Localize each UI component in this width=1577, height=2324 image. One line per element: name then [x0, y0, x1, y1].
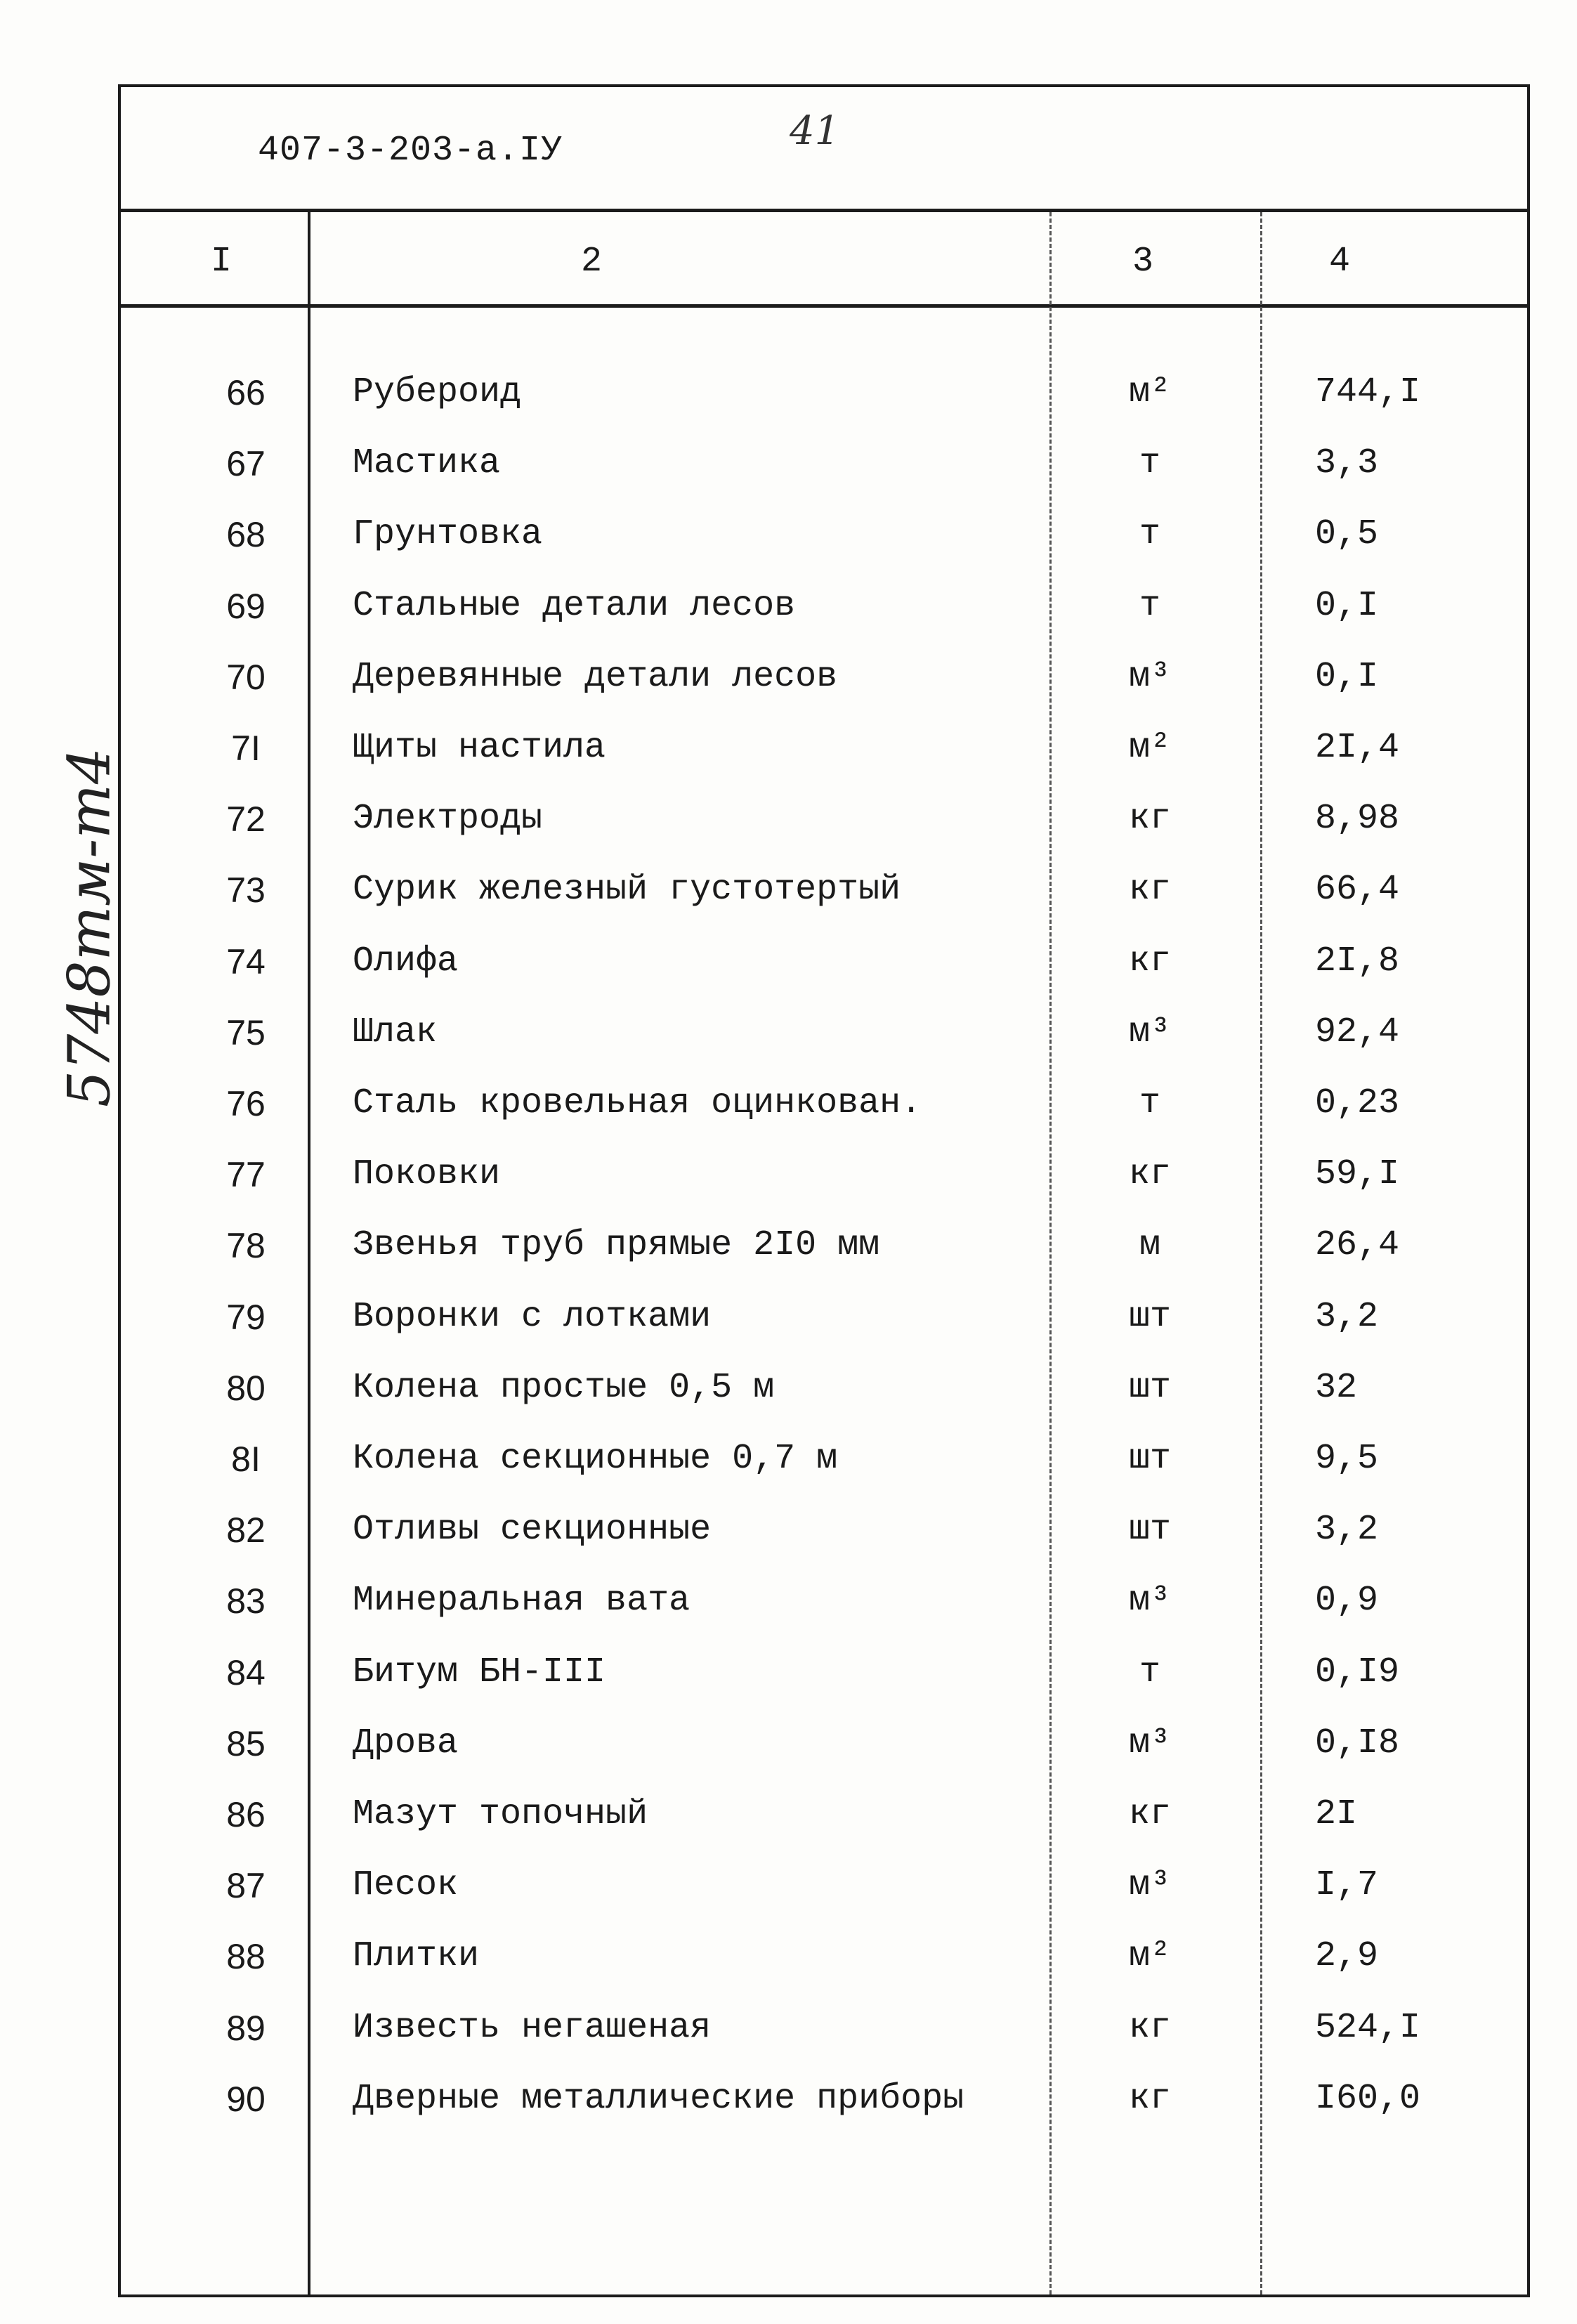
row-number: 82 — [226, 1510, 266, 1551]
material-name: Песок — [353, 1865, 459, 1906]
unit-of-measure: шт — [1128, 1367, 1171, 1408]
column-header-3: 3 — [1132, 242, 1154, 282]
table-row — [121, 1083, 1527, 1154]
table-frame — [118, 84, 1530, 2297]
unit-of-measure: кг — [1128, 2078, 1171, 2119]
row-number: 74 — [226, 941, 266, 981]
material-name: Отливы секционные — [353, 1510, 712, 1551]
quantity: 0,9 — [1315, 1581, 1379, 1621]
quantity: 3,3 — [1315, 443, 1379, 484]
material-name: Грунтовка — [353, 514, 543, 555]
material-name: Известь негашеная — [353, 2007, 712, 2048]
material-name: Деревянные детали лесов — [353, 656, 838, 697]
row-number: 69 — [226, 586, 266, 626]
column-header-1: I — [211, 242, 233, 282]
unit-of-measure: м³ — [1128, 1865, 1171, 1906]
table-row — [121, 1367, 1527, 1438]
document-code: 407-3-203-а.IУ — [258, 131, 563, 171]
column-header-4: 4 — [1329, 242, 1351, 282]
quantity: 0,I8 — [1315, 1723, 1400, 1763]
unit-of-measure: м³ — [1128, 1581, 1171, 1621]
unit-of-measure: м³ — [1128, 656, 1171, 697]
row-number: 77 — [226, 1155, 266, 1195]
row-number: 87 — [226, 1866, 266, 1906]
row-number: 70 — [226, 657, 266, 697]
quantity: I,7 — [1315, 1865, 1379, 1906]
table-row — [121, 1225, 1527, 1295]
table-row — [121, 443, 1527, 514]
quantity: 3,2 — [1315, 1510, 1379, 1551]
unit-of-measure: кг — [1128, 799, 1171, 840]
material-name: Дрова — [353, 1723, 459, 1763]
unit-of-measure: кг — [1128, 1794, 1171, 1834]
unit-of-measure: м³ — [1128, 1012, 1171, 1052]
unit-of-measure: кг — [1128, 1154, 1171, 1195]
table-row — [121, 1509, 1527, 1580]
quantity: 26,4 — [1315, 1225, 1400, 1266]
unit-of-measure: т — [1139, 1652, 1160, 1692]
row-number: 79 — [226, 1297, 266, 1337]
table-body — [121, 87, 1527, 2294]
table-row — [121, 2078, 1527, 2149]
column-header-2: 2 — [581, 242, 603, 282]
table-row — [121, 514, 1527, 585]
quantity: 0,I — [1315, 656, 1379, 697]
row-number: 72 — [226, 799, 266, 840]
quantity: 9,5 — [1315, 1439, 1379, 1479]
quantity: 2I — [1315, 1794, 1358, 1834]
quantity: 66,4 — [1315, 870, 1400, 910]
table-row — [121, 1865, 1527, 1935]
material-name: Мазут топочный — [353, 1794, 648, 1834]
row-number: 75 — [226, 1012, 266, 1052]
row-number: 73 — [226, 870, 266, 910]
table-row — [121, 1154, 1527, 1225]
table-row — [121, 798, 1527, 869]
table-row — [121, 1296, 1527, 1367]
table-row — [121, 1438, 1527, 1509]
material-name: Мастика — [353, 443, 501, 484]
row-number: 89 — [226, 2008, 266, 2048]
table-row — [121, 585, 1527, 656]
quantity: 0,I — [1315, 585, 1379, 626]
material-name: Колена простые 0,5 м — [353, 1367, 775, 1408]
row-number: 80 — [226, 1368, 266, 1408]
material-name: Битум БН-III — [353, 1652, 606, 1692]
material-name: Минеральная вата — [353, 1581, 691, 1621]
row-number: 7I — [231, 729, 261, 768]
quantity: 2I,4 — [1315, 728, 1400, 768]
table-row — [121, 1012, 1527, 1083]
material-name: Поковки — [353, 1154, 501, 1195]
table-row — [121, 1935, 1527, 2006]
table-row — [121, 869, 1527, 940]
material-name: Электроды — [353, 799, 543, 840]
row-number: 85 — [226, 1723, 266, 1763]
row-number: 68 — [226, 515, 266, 555]
table-row — [121, 656, 1527, 727]
unit-of-measure: м² — [1128, 1936, 1171, 1977]
unit-of-measure: м — [1139, 1225, 1160, 1266]
unit-of-measure: м³ — [1128, 1723, 1171, 1763]
material-name: Шлак — [353, 1012, 438, 1052]
material-name: Сурик железный густотертый — [353, 870, 901, 910]
material-name: Рубероид — [353, 372, 522, 412]
table-row — [121, 1723, 1527, 1794]
unit-of-measure: т — [1139, 585, 1160, 626]
quantity: 3,2 — [1315, 1296, 1379, 1337]
unit-of-measure: кг — [1128, 870, 1171, 910]
table-row — [121, 727, 1527, 798]
unit-of-measure: шт — [1128, 1296, 1171, 1337]
material-name: Щиты настила — [353, 728, 606, 768]
quantity: 2I,8 — [1315, 941, 1400, 981]
unit-of-measure: м² — [1128, 372, 1171, 412]
material-name: Дверные металлические приборы — [353, 2078, 964, 2119]
table-row — [121, 372, 1527, 443]
row-number: 88 — [226, 1937, 266, 1977]
quantity: 524,I — [1315, 2007, 1421, 2048]
row-number: 83 — [226, 1581, 266, 1621]
quantity: 0,5 — [1315, 514, 1379, 555]
table-row — [121, 1580, 1527, 1651]
material-name: Олифа — [353, 941, 459, 981]
row-number: 78 — [226, 1226, 266, 1266]
unit-of-measure: т — [1139, 443, 1160, 484]
quantity: 59,I — [1315, 1154, 1400, 1195]
material-name: Воронки с лотками — [353, 1296, 712, 1337]
unit-of-measure: т — [1139, 514, 1160, 555]
quantity: 744,I — [1315, 372, 1421, 412]
unit-of-measure: кг — [1128, 2007, 1171, 2048]
material-name: Сталь кровельная оцинкован. — [353, 1083, 922, 1123]
row-number: 76 — [226, 1084, 266, 1123]
quantity: 32 — [1315, 1367, 1358, 1408]
quantity: 0,23 — [1315, 1083, 1400, 1123]
quantity: I60,0 — [1315, 2078, 1421, 2119]
quantity: 2,9 — [1315, 1936, 1379, 1977]
row-number: 66 — [226, 373, 266, 412]
row-number: 86 — [226, 1795, 266, 1834]
row-number: 84 — [226, 1652, 266, 1692]
quantity: 92,4 — [1315, 1012, 1400, 1052]
unit-of-measure: кг — [1128, 941, 1171, 981]
material-name: Звенья труб прямые 2I0 мм — [353, 1225, 880, 1266]
unit-of-measure: т — [1139, 1083, 1160, 1123]
quantity: 0,I9 — [1315, 1652, 1400, 1692]
unit-of-measure: шт — [1128, 1439, 1171, 1479]
row-number: 8I — [231, 1440, 261, 1479]
table-row — [121, 941, 1527, 1012]
table-row — [121, 1794, 1527, 1865]
page-number: 41 — [790, 108, 840, 154]
table-row — [121, 2007, 1527, 2078]
table-row — [121, 1652, 1527, 1723]
material-name: Стальные детали лесов — [353, 585, 796, 626]
material-name: Плитки — [353, 1936, 480, 1977]
row-number: 90 — [226, 2079, 266, 2119]
side-stamp-text: 5748тм-т4 — [56, 747, 124, 1108]
row-number: 67 — [226, 444, 266, 484]
unit-of-measure: м² — [1128, 728, 1171, 768]
unit-of-measure: шт — [1128, 1510, 1171, 1551]
side-stamp — [56, 745, 124, 1110]
material-name: Колена секционные 0,7 м — [353, 1439, 838, 1479]
quantity: 8,98 — [1315, 799, 1400, 840]
